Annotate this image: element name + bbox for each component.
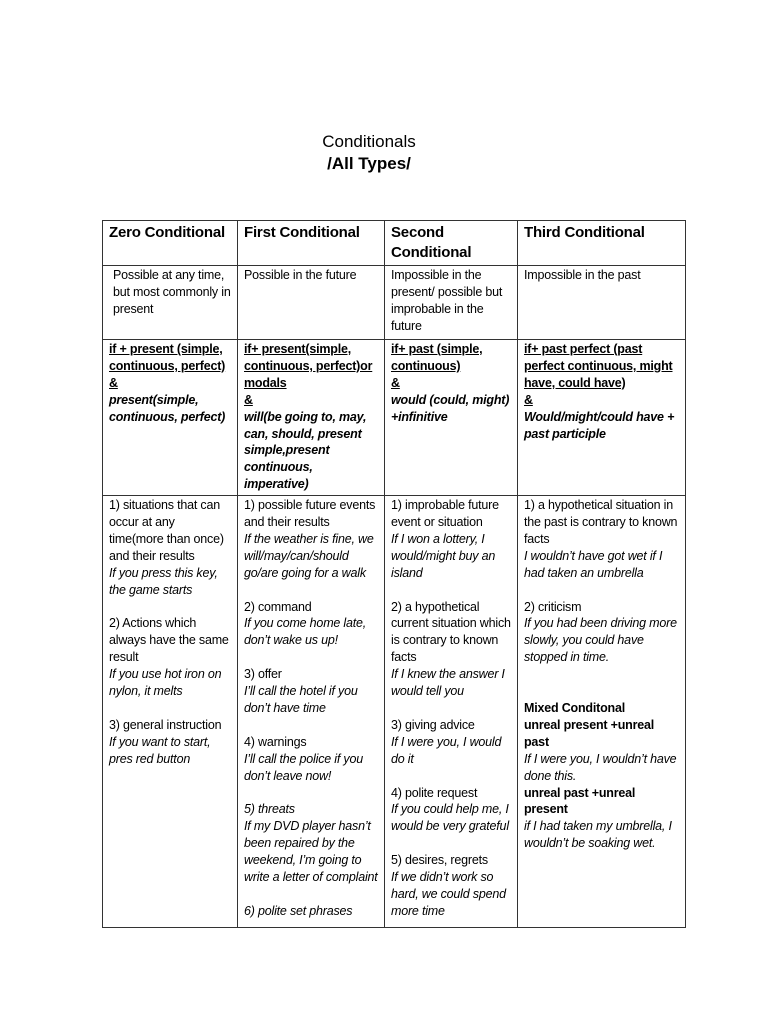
use-first-5: 5) threats [244, 802, 295, 817]
document-subtitle: /All Types/ [327, 154, 411, 173]
form-zero-result: present(simple, continuous, perfect) [109, 392, 226, 424]
use-first-1-example: If the weather is fine, we will/may/can/should go/are going for a walk [244, 531, 374, 580]
form-first-amp: & [244, 392, 253, 407]
use-second-2-example: If I knew the answer I would tell you [391, 667, 505, 699]
form-second-amp: & [391, 375, 400, 390]
use-second-4: 4) polite request [391, 785, 478, 800]
document-title: Conditionals [322, 132, 416, 151]
header-third: Third Conditional [518, 221, 686, 266]
uses-third [518, 496, 686, 928]
form-second [385, 340, 518, 496]
use-second-2: 2) a hypothetical current situation which is contrary to known facts [391, 599, 511, 665]
use-first-4: 4) warnings [244, 734, 307, 749]
use-zero-3-example: If you want to start, pres red button [109, 734, 211, 766]
use-second-5: 5) desires, regrets [391, 853, 488, 868]
uses-row [103, 496, 686, 928]
form-first-structure: if+ present(simple, continuous, perfect)or modals [244, 342, 373, 390]
form-third-amp: & [524, 392, 533, 407]
possibility-zero-text: Possible at any time, but most commonly in present [113, 268, 231, 316]
uses-first [238, 496, 385, 928]
form-first [238, 340, 385, 496]
header-first: First Conditional [238, 221, 385, 266]
possibility-third: Impossible in the past [518, 266, 686, 340]
mixed-a-example: If I were you, I wouldn’t have done this. [524, 751, 677, 783]
use-second-1: 1) improbable future event or situation [391, 498, 499, 530]
form-row [103, 340, 686, 496]
use-first-2: 2) command [244, 599, 312, 614]
possibility-second: Impossible in the present/ possible but improbable in the future [385, 266, 518, 340]
use-second-4-example: If you could help me, I would be very grateful [391, 802, 509, 834]
use-zero-2: 2) Actions which always have the same result [109, 616, 229, 665]
uses-zero [103, 496, 238, 928]
mixed-b-label: unreal past +unreal present [524, 785, 636, 817]
possibility-row [103, 266, 686, 340]
use-first-3-example: I’ll call the hotel if you don’t have time [244, 684, 358, 715]
use-first-4-example: I’ll call the police if you don’t leave now! [244, 751, 363, 783]
form-zero-structure: if + present (simple, continuous, perfect) & [109, 342, 226, 390]
document-title-block [0, 131, 738, 175]
use-third-1: 1) a hypothetical situation in the past is contrary to known facts [524, 498, 678, 546]
form-first-result: will(be going to, may, can, should, present simple,present continuous, imperative) [244, 409, 367, 492]
header-row [103, 221, 686, 266]
use-third-1-example: I wouldn’t have got wet if I had taken an umbrella [524, 548, 663, 580]
header-zero: Zero Conditional [103, 221, 238, 266]
uses-second [385, 496, 518, 928]
use-zero-2-example: If you use hot iron on nylon, it melts [109, 667, 222, 699]
use-second-5-example: If we didn’t work so hard, we could spend more time [391, 870, 506, 918]
mixed-heading: Mixed Conditonal [524, 700, 625, 715]
use-second-1-example: If I won a lottery, I would/might buy an island [391, 531, 496, 580]
use-first-2-example: If you come home late, don’t wake us up! [244, 616, 367, 648]
possibility-zero [103, 266, 238, 340]
mixed-a-label: unreal present +unreal past [524, 717, 655, 749]
use-first-1: 1) possible future events and their results [244, 498, 376, 530]
use-first-6: 6) polite set phrases [244, 903, 353, 918]
conditionals-table [102, 220, 686, 928]
use-third-2: 2) criticism [524, 599, 582, 614]
use-second-3: 3) giving advice [391, 717, 475, 732]
use-zero-3: 3) general instruction [109, 717, 222, 732]
form-third [518, 340, 686, 496]
use-zero-1-example: If you press this key, the game starts [109, 565, 218, 597]
form-third-result: Would/might/could have + past participle [524, 409, 675, 441]
form-second-structure: if+ past (simple, continuous) [391, 342, 483, 373]
form-third-structure: if+ past perfect (past perfect continuous, might have, could have) [524, 342, 673, 390]
possibility-first: Possible in the future [238, 266, 385, 340]
mixed-b-example: if I had taken my umbrella, I wouldn’t be soaking wet. [524, 819, 672, 851]
form-zero [103, 340, 238, 496]
use-second-3-example: If I were you, I would do it [391, 734, 502, 766]
form-second-result: would (could, might) +infinitive [391, 392, 510, 424]
use-third-2-example: If you had been driving more slowly, you could have stopped in time. [524, 616, 677, 665]
use-zero-1: 1) situations that can occur at any time(more than once) and their results [109, 498, 224, 563]
header-second: Second Conditional [385, 221, 518, 266]
use-first-3: 3) offer [244, 667, 282, 682]
use-first-5-example: If my DVD player hasn’t been repaired by the weekend, I’m going to write a letter of complaint [244, 819, 378, 885]
